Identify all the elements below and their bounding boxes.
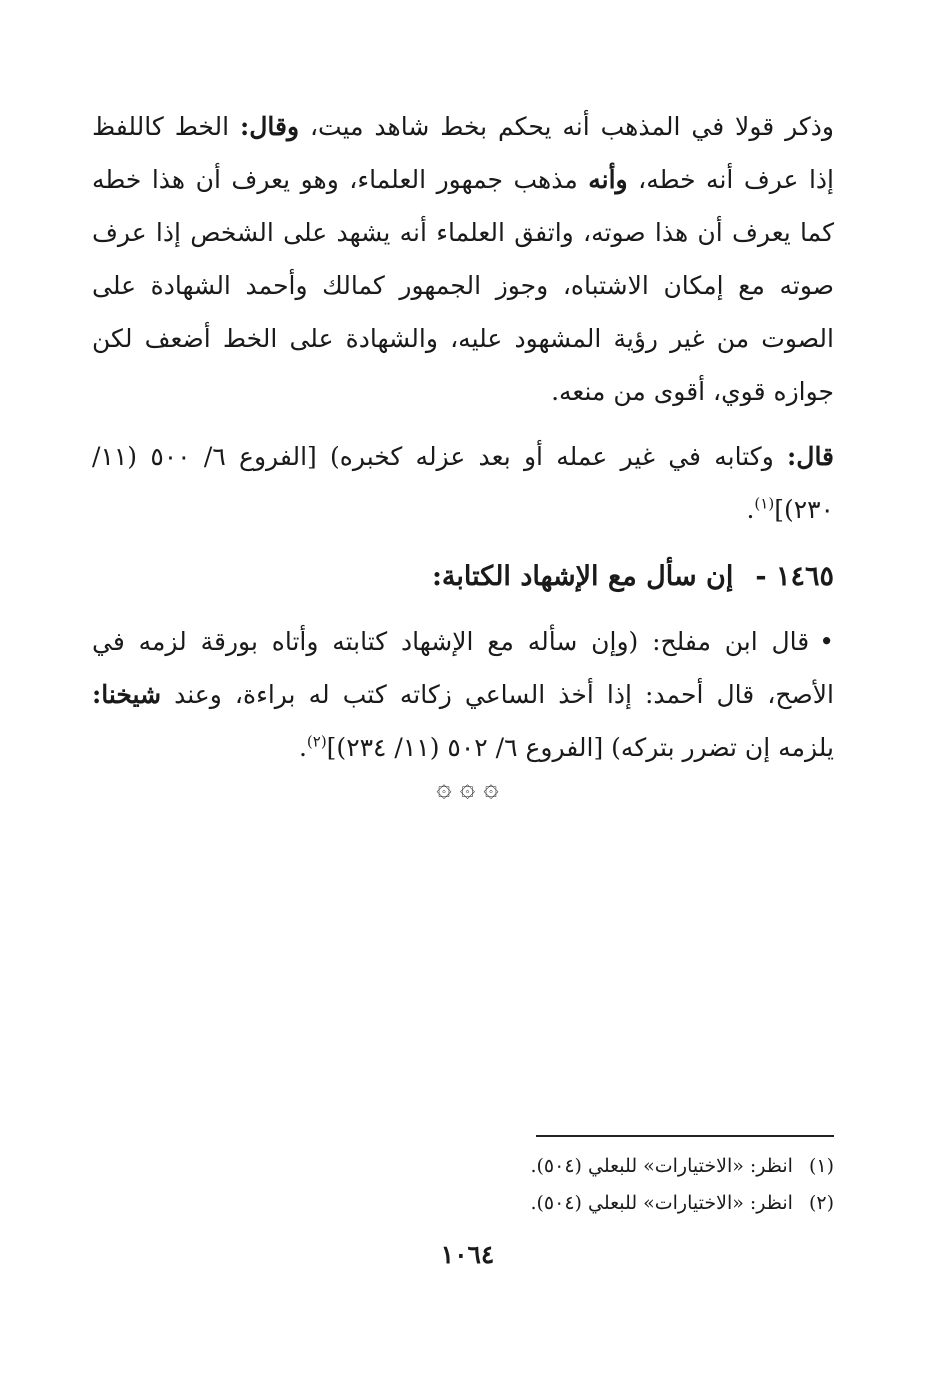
footnote-2 <box>400 1185 834 1222</box>
page-number: ١٠٦٤ <box>440 1240 495 1269</box>
paragraph-3-text-b: يلزمه إن تضرر بتركه) [الفروع ٦/ ٥٠٢ (١١/ ٢٣٤)] <box>326 733 834 762</box>
paragraph-1-text-a: وذكر قولا في المذهب أنه يحكم بخط شاهد ميت، <box>299 112 834 141</box>
footnote-ref-2[interactable]: (٢) <box>306 732 327 751</box>
footnote-1-text: انظر: «الاختيارات» للبعلي (٥٠٤). <box>530 1155 793 1177</box>
main-text <box>92 100 834 786</box>
section-title: إن سأل مع الإشهاد الكتابة: <box>431 561 734 592</box>
section-heading <box>92 550 834 603</box>
paragraph-1 <box>92 100 834 418</box>
paragraph-2-text: وكتابه في غير عمله أو بعد عزله كخبره) [الفروع ٦/ ٥٠٠ (١١/ ٢٣٠)] <box>92 442 834 524</box>
footnote-1 <box>400 1148 834 1185</box>
footnote-separator <box>536 1135 834 1137</box>
footnote-ref-1[interactable]: (١) <box>754 494 775 513</box>
footnotes <box>400 1148 834 1222</box>
paragraph-3-end: . <box>298 733 307 762</box>
footnote-2-text: انظر: «الاختيارات» للبعلي (٥٠٤). <box>530 1192 793 1214</box>
paragraph-3-text-a: قال ابن مفلح: (وإن سأله مع الإشهاد كتابته وأتاه بورقة لزمه في الأصح، قال أحمد: إذا أخذ الساعي زكاته كتب له براءة، وعند <box>92 627 834 709</box>
paragraph-2 <box>92 430 834 536</box>
footnote-2-number: (٢) <box>808 1192 834 1214</box>
paragraph-1-text-b: الخط كاللفظ إذا عرف أنه خطه، <box>92 112 834 194</box>
bullet-icon: • <box>819 627 834 656</box>
paragraph-2-bold-qal: قال: <box>787 442 835 471</box>
paragraph-3-bold-shaykhuna: شيخنا: <box>92 680 162 709</box>
paragraph-1-bold-qal: وقال: <box>240 112 300 141</box>
footnote-1-number: (١) <box>808 1155 834 1177</box>
paragraph-2-end: . <box>746 495 755 524</box>
paragraph-3 <box>92 615 834 774</box>
paragraph-1-text-c: مذهب جمهور العلماء، وهو يعرف أن هذا خطه كما يعرف أن هذا صوته، واتفق العلماء أنه يشهد على الشخص إذا عرف صوته مع إمكان الاشتباه، وجوز الجمهور كمالك وأحمد الشهادة على الصوت من غير رؤية المشهود عليه، والشهادة على الخط أضعف لكن جوازه قوي، أقوى من منعه. <box>92 165 834 406</box>
section-number: ١٤٦٥ - <box>755 561 834 592</box>
section-divider-ornament-icon: ۞ ۞ ۞ <box>436 773 499 803</box>
paragraph-1-bold-annahu: وأنه <box>588 165 628 194</box>
